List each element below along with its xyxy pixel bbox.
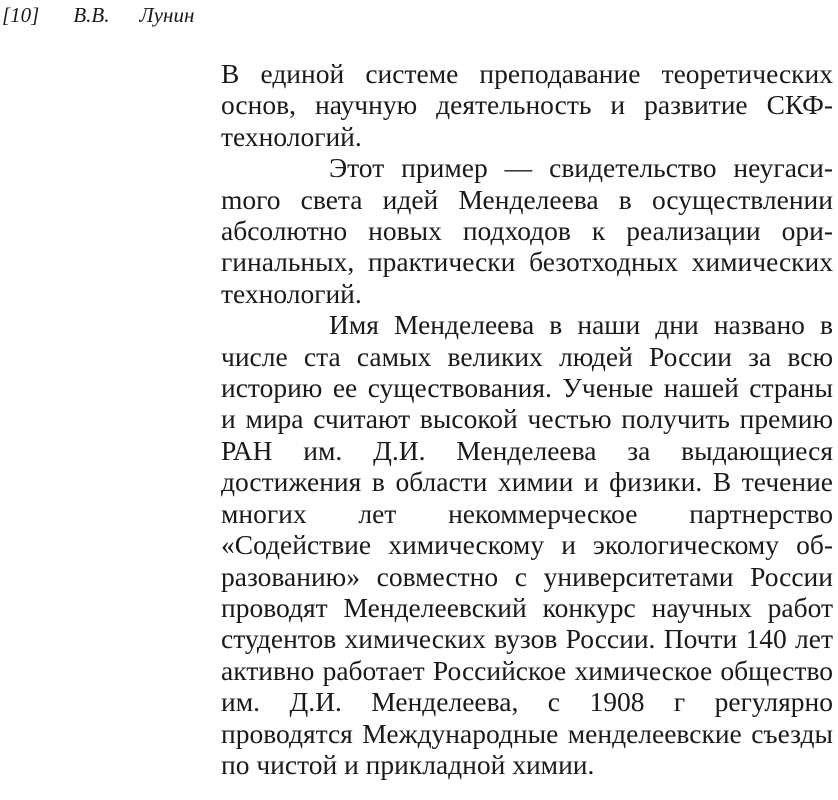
paragraph-mendeleev-legacy: Имя Менделеева в наши дни названо в числе ста самых великих людей России за всю историю ее существования. Ученые нашей страны и мира считают высокой честью получить премию РАН им. Д.И. Менделеева за выдающиеся достижения в области химии и физики. В течение многих лет некоммерческое партнерство «Содействие химическому и экологическому образованию» совместно с университетами России проводят Менделеевский конкурс научных работ студентов химических вузов России. Почти 140 лет активно работает Российское химическое общество им. Д.И. Менделеева, с 1908 г регулярно проводятся Международные менделеевские съезды по чистой и прикладной химии. — [221, 309, 833, 780]
paragraph-continuation: В единой системе преподавание теоретических основ, научную деятельность и развитие СКФ-технологий. — [221, 58, 833, 152]
author-initials: В.В. — [73, 3, 110, 27]
page-number: [10] — [2, 3, 40, 27]
body-text — [221, 58, 833, 780]
author-surname: Лунин — [139, 3, 195, 27]
paragraph-example: Этот пример — свидетельство неугасиmого света идей Менделеева в осуществлении абсолютно новых подходов к реализации оригинальных, практически безотходных химических технологий. — [221, 152, 833, 309]
running-head — [2, 2, 194, 28]
